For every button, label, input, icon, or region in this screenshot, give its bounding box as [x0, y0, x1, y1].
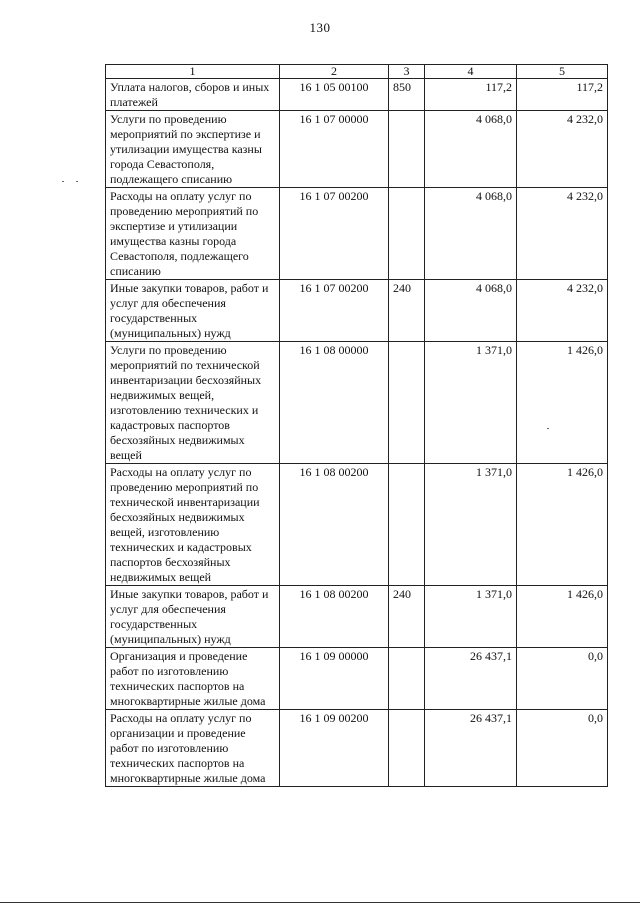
row-kvr: 240: [389, 586, 425, 648]
column-header-name: 1: [106, 65, 280, 79]
row-code: 16 1 09 00200: [280, 710, 389, 787]
table-row: [106, 648, 608, 710]
row-sum-year-1: 1 371,0: [425, 464, 517, 586]
row-sum-year-2: 1 426,0: [517, 586, 608, 648]
row-sum-year-2: 0,0: [517, 648, 608, 710]
budget-table: [105, 64, 608, 787]
row-sum-year-2: 117,2: [517, 79, 608, 111]
row-code: 16 1 05 00100: [280, 79, 389, 111]
row-code: 16 1 08 00200: [280, 464, 389, 586]
table-header-row: [106, 65, 608, 79]
scan-speck: [547, 428, 549, 429]
page-number: 130: [309, 20, 331, 35]
column-header-sum-year-2: 5: [517, 65, 608, 79]
row-name: Иные закупки товаров, работ и услуг для обеспечения государственных (муниципальных) нужд: [106, 586, 280, 648]
column-header-code: 2: [280, 65, 389, 79]
column-header-kvr: 3: [389, 65, 425, 79]
table-row: [106, 79, 608, 111]
row-kvr: [389, 710, 425, 787]
row-sum-year-1: 117,2: [425, 79, 517, 111]
row-sum-year-2: 1 426,0: [517, 464, 608, 586]
row-code: 16 1 09 00000: [280, 648, 389, 710]
row-sum-year-2: 4 232,0: [517, 188, 608, 280]
row-kvr: [389, 464, 425, 586]
row-sum-year-1: 4 068,0: [425, 188, 517, 280]
table-row: [106, 342, 608, 464]
row-sum-year-2: 4 232,0: [517, 111, 608, 188]
row-kvr: 850: [389, 79, 425, 111]
row-sum-year-1: 26 437,1: [425, 648, 517, 710]
row-name: Расходы на оплату услуг по проведению мероприятий по технической инвентаризации бесхозяйных недвижимых вещей, изготовлению технических и кадастровых паспортов бесхозяйных недвижимых вещей: [106, 464, 280, 586]
row-kvr: [389, 188, 425, 280]
row-name: Иные закупки товаров, работ и услуг для обеспечения государственных (муниципальных) нужд: [106, 280, 280, 342]
row-kvr: [389, 648, 425, 710]
row-sum-year-2: 4 232,0: [517, 280, 608, 342]
scan-speck: [62, 181, 64, 182]
row-sum-year-1: 26 437,1: [425, 710, 517, 787]
row-name: Уплата налогов, сборов и иных платежей: [106, 79, 280, 111]
row-name: Расходы на оплату услуг по организации и проведение работ по изготовлению технических паспортов на многоквартирные жилые дома: [106, 710, 280, 787]
row-code: 16 1 07 00200: [280, 188, 389, 280]
row-sum-year-2: 1 426,0: [517, 342, 608, 464]
row-code: 16 1 08 00000: [280, 342, 389, 464]
row-sum-year-1: 1 371,0: [425, 586, 517, 648]
column-header-sum-year-1: 4: [425, 65, 517, 79]
row-sum-year-1: 4 068,0: [425, 111, 517, 188]
row-kvr: [389, 342, 425, 464]
bottom-border-line: [0, 902, 640, 903]
row-name: Услуги по проведению мероприятий по технической инвентаризации бесхозяйных недвижимых вещей, изготовлению технических и кадастровых паспортов бесхозяйных недвижимых вещей: [106, 342, 280, 464]
table-row: [106, 586, 608, 648]
row-kvr: [389, 111, 425, 188]
row-code: 16 1 07 00200: [280, 280, 389, 342]
scan-speck: [76, 181, 78, 182]
table-row: [106, 280, 608, 342]
row-kvr: 240: [389, 280, 425, 342]
row-name: Расходы на оплату услуг по проведению мероприятий по экспертизе и утилизации имущества казны города Севастополя, подлежащего списанию: [106, 188, 280, 280]
table-row: [106, 464, 608, 586]
row-sum-year-1: 1 371,0: [425, 342, 517, 464]
table-row: [106, 710, 608, 787]
table-row: [106, 188, 608, 280]
table-row: [106, 111, 608, 188]
row-name: Организация и проведение работ по изготовлению технических паспортов на многоквартирные жилые дома: [106, 648, 280, 710]
row-sum-year-2: 0,0: [517, 710, 608, 787]
row-sum-year-1: 4 068,0: [425, 280, 517, 342]
row-name: Услуги по проведению мероприятий по экспертизе и утилизации имущества казны города Севастополя, подлежащего списанию: [106, 111, 280, 188]
row-code: 16 1 07 00000: [280, 111, 389, 188]
row-code: 16 1 08 00200: [280, 586, 389, 648]
